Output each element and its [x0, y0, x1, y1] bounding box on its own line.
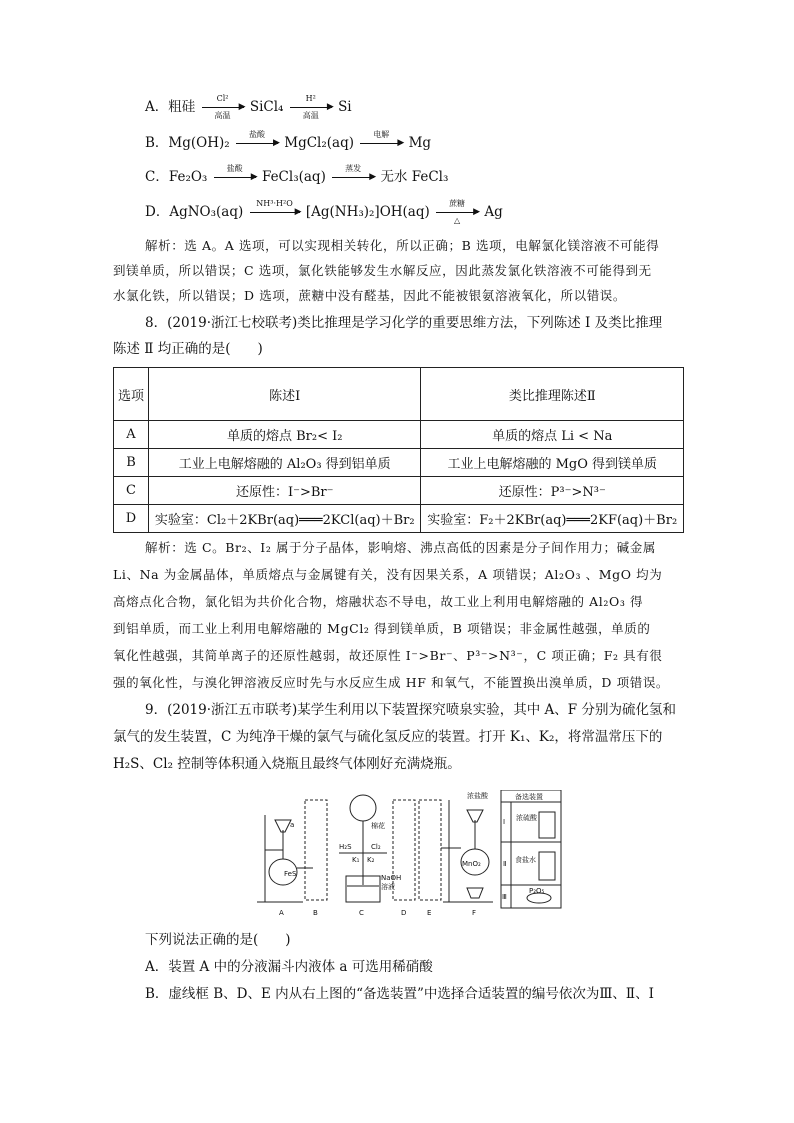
q9-stem: H₂S、Cl₂ 控制等体积通入烧瓶且最终气体刚好充满烧瓶。 — [113, 756, 461, 772]
label-D: D — [401, 909, 407, 917]
reaction-arrow: 蔗糖 ▶ △ — [434, 203, 480, 223]
label-cl2: Cl₂ — [371, 843, 381, 851]
dashed-box-e — [419, 800, 441, 900]
label-mno2: MnO₂ — [462, 860, 481, 868]
option-label: C．Fe₂O₃ — [145, 169, 208, 185]
q8-analysis-line: 解析：选 C。Br₂、I₂ 属于分子晶体，影响熔、沸点高低的因素是分子间作用力；碱金属 — [145, 540, 656, 555]
table-header-row — [114, 368, 684, 421]
table-cell: B — [114, 449, 149, 477]
table-cell: C — [114, 477, 149, 505]
label-conc-h2so4: 浓硫酸 — [516, 814, 537, 822]
option-label: A．粗硅 — [145, 99, 196, 115]
table-cell: 还原性：I⁻>Br⁻ — [149, 477, 421, 505]
apparatus-diagram — [253, 790, 563, 920]
q7-analysis-line: 到镁单质，所以错误；C 选项，氯化铁能够发生水解反应，因此蒸发氯化铁溶液不可能得到无 — [113, 263, 652, 278]
product: Si — [338, 99, 352, 115]
dashed-box-b — [305, 800, 327, 900]
table-cell: A — [114, 421, 149, 449]
table-row — [114, 449, 684, 477]
table-cell: 单质的熔点 Br₂< I₂ — [149, 421, 421, 449]
label-h2s: H₂S — [339, 843, 352, 851]
q8-stem: 8．(2019·浙江七校联考)类比推理是学习化学的重要思维方法，下列陈述 Ⅰ 及类比推理 — [145, 315, 663, 331]
q9-stem: 9．(2019·浙江五市联考)某学生利用以下装置探究喷泉实验，其中 A、F 分别为硫化氢和 — [145, 702, 676, 718]
product: Ag — [484, 204, 503, 220]
q8-analysis-line: Li、Na 为金属晶体，单质熔点与金属键有关，没有因果关系，A 项错误；Al₂O₃ 、MgO 均为 — [113, 567, 663, 582]
product: Mg — [408, 135, 432, 151]
q7-option-a — [145, 93, 352, 120]
label-brine: 食盐水 — [515, 856, 536, 864]
q7-option-c — [145, 163, 449, 188]
reaction-arrow: Cl² ▶ 高温 — [200, 98, 246, 118]
product: [Ag(NH₃)₂]OH(aq) — [305, 204, 430, 220]
reaction-arrow: 电解 ▶ — [358, 134, 404, 154]
reaction-arrow: NH³·H²O ▶ — [248, 203, 302, 223]
q8-analysis-line: 到铝单质，而工业上利用电解熔融的 MgCl₂ 得到镁单质，B 项错误；非金属性越强，单质的 — [113, 621, 651, 636]
q7-option-b — [145, 129, 432, 154]
q9-option-b: B．虚线框 B、D、E 内从右上图的“备选装置”中选择合适装置的编号依次为Ⅲ、Ⅱ、Ⅰ — [145, 986, 654, 1002]
table-cell: 实验室：Cl₂＋2KBr(aq)═══2KCl(aq)＋Br₂ — [149, 505, 421, 533]
option-label: B．Mg(OH)₂ — [145, 135, 230, 151]
table-row — [114, 421, 684, 449]
reaction-arrow: 蒸发 ▶ — [330, 168, 376, 188]
q7-analysis-line: 解析：选 A。A 选项，可以实现相关转化，所以正确；B 选项，电解氯化镁溶液不可能得 — [145, 238, 660, 253]
label-backup: 备选装置 — [515, 793, 543, 801]
product: SiCl₄ — [249, 99, 284, 115]
table-cell: 工业上电解熔融的 Al₂O₃ 得到铝单质 — [149, 449, 421, 477]
table-cell: 实验室：F₂＋2KBr(aq)═══2KF(aq)＋Br₂ — [421, 505, 684, 533]
q9-stem: 氯气的发生装置，C 为纯净干燥的氯气与硫化氢反应的装置。打开 K₁、K₂，将常温常压下的 — [113, 729, 663, 745]
q8-stem: 陈述 Ⅱ 均正确的是( ) — [113, 341, 263, 357]
table-cell: 还原性：P³⁻>N³⁻ — [421, 477, 684, 505]
q8-table — [113, 367, 684, 533]
q7-analysis-line: 水氯化铁，所以错误；D 选项，蔗糖中没有醛基，因此不能被银氨溶液氧化，所以错误。 — [113, 288, 626, 303]
label-k2: K₂ — [367, 856, 375, 864]
label-fes: FeS — [284, 870, 297, 878]
label-p2o5: P₂O₅ — [529, 887, 545, 895]
apparatus-c — [339, 795, 401, 917]
label-a-liquid: a — [290, 821, 295, 829]
label-A: A — [279, 909, 284, 917]
table-header: 陈述Ⅰ — [149, 368, 421, 421]
product: FeCl₃(aq) — [261, 169, 326, 185]
table-cell: 工业上电解熔融的 MgO 得到镁单质 — [421, 449, 684, 477]
label-III: Ⅲ — [502, 893, 507, 901]
label-naoh: NaOH — [381, 874, 402, 882]
reaction-arrow: 盐酸 ▶ — [212, 168, 258, 188]
label-C: C — [359, 909, 364, 917]
label-B: B — [313, 909, 318, 917]
label-II: Ⅱ — [503, 860, 507, 868]
table-cell: D — [114, 505, 149, 533]
table-row — [114, 477, 684, 505]
q8-analysis-line: 氧化性越强，其简单离子的还原性越弱，故还原性 I⁻>Br⁻、P³⁻>N³⁻，C 项正确；F₂ 具有很 — [113, 648, 663, 663]
q7-option-d — [145, 198, 503, 225]
dashed-box-d — [393, 800, 415, 900]
table-header: 类比推理陈述Ⅱ — [421, 368, 684, 421]
q8-analysis-line: 高熔点化合物，氯化铝为共价化合物，熔融状态不导电，故工业上利用电解熔融的 Al₂O₃ 得 — [113, 594, 644, 609]
label-F: F — [472, 909, 477, 917]
table-cell: 单质的熔点 Li < Na — [421, 421, 684, 449]
reaction-arrow: H² ▶ 高温 — [288, 98, 334, 118]
q9-option-a: A．装置 A 中的分液漏斗内液体 a 可选用稀硝酸 — [145, 959, 433, 975]
label-naoh-solution: 溶液 — [381, 883, 395, 891]
label-E: E — [427, 909, 432, 917]
table-header: 选项 — [114, 368, 149, 421]
reaction-arrow: 盐酸 ▶ — [234, 134, 280, 154]
option-label: D．AgNO₃(aq) — [145, 204, 244, 220]
q9-question: 下列说法正确的是( ) — [145, 932, 291, 948]
label-conc-hcl: 浓盐酸 — [467, 792, 488, 800]
label-k1: K₁ — [352, 856, 360, 864]
table-row — [114, 505, 684, 533]
product: MgCl₂(aq) — [284, 135, 355, 151]
backup-devices — [501, 790, 561, 908]
apparatus-f — [441, 791, 493, 917]
label-I: Ⅰ — [503, 818, 506, 826]
q8-analysis-line: 强的氧化性，与溴化钾溶液反应时先与水反应生成 HF 和氧气，不能置换出溴单质，D 项错误。 — [113, 675, 670, 690]
product: 无水 FeCl₃ — [380, 169, 449, 185]
label-cotton: 棉花 — [371, 822, 385, 830]
